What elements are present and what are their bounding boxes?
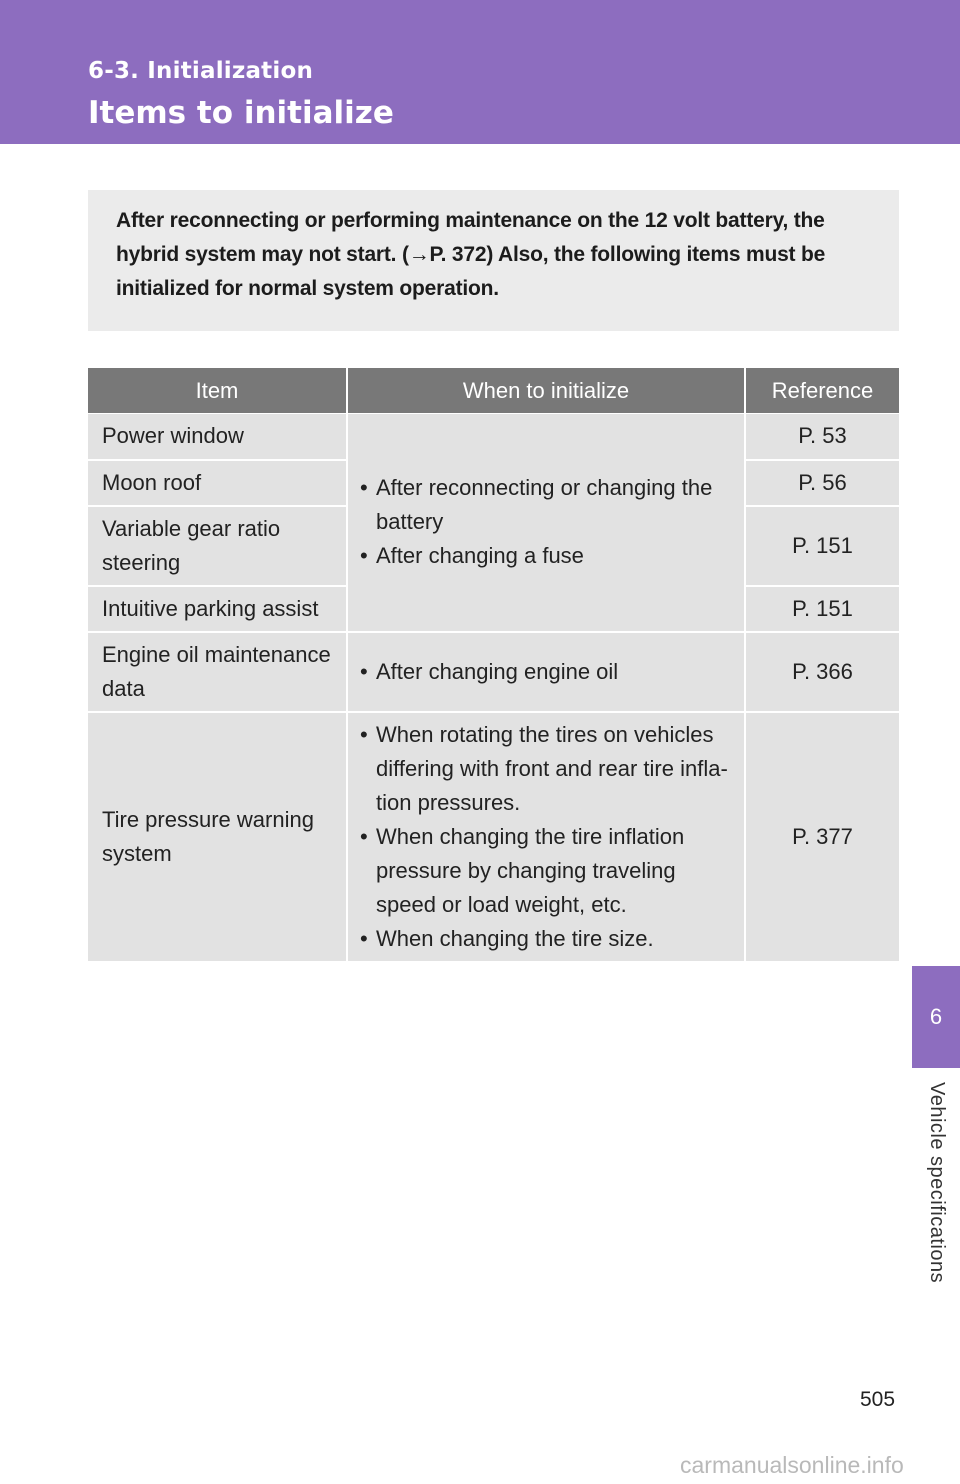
reference-cell: P. 377 [745, 712, 899, 962]
item-cell: Tire pressure warning system [88, 712, 347, 962]
watermark: carmanualsonline.info [680, 1452, 904, 1478]
when-bullet: • After changing engine oil [360, 655, 738, 689]
reference-cell: P. 151 [745, 586, 899, 632]
item-cell: Intuitive parking assist [88, 586, 347, 632]
table-row [88, 414, 899, 460]
when-bullet: • When rotating the tires on vehicles differing with front and rear tire infla- tion pressures. [360, 718, 738, 820]
item-cell: Engine oil maintenance data [88, 632, 347, 712]
when-cell [347, 632, 745, 712]
reference-cell: P. 151 [745, 506, 899, 586]
when-bullet: • After reconnecting or changing the battery [360, 471, 738, 539]
when-cell [347, 414, 745, 632]
when-bullet: • When changing the tire size. [360, 922, 738, 956]
chapter-label: Vehicle specifications [926, 1082, 948, 1284]
item-cell: Moon roof [88, 460, 347, 506]
column-header-when: When to initialize [347, 368, 745, 414]
when-cell [347, 712, 745, 962]
item-cell: Power window [88, 414, 347, 460]
column-header-reference: Reference [745, 368, 899, 414]
chapter-tab[interactable] [912, 966, 960, 1068]
item-cell: Variable gear ratio steering [88, 506, 347, 586]
initialization-table [88, 368, 899, 963]
column-header-item: Item [88, 368, 347, 414]
page-header [0, 0, 960, 144]
table-header-row [88, 368, 899, 414]
section-label: 6-3. Initialization [88, 58, 314, 84]
table-row [88, 712, 899, 962]
reference-cell: P. 53 [745, 414, 899, 460]
page-number: 505 [860, 1388, 896, 1411]
intro-text: After reconnecting or performing maintenance on the 12 volt battery, the hybrid system may not start. (→P. 372) Also, the following items must be initialized for normal system operation. [116, 209, 826, 300]
when-bullet: • After changing a fuse [360, 539, 738, 573]
page-title: Items to initialize [88, 95, 394, 131]
when-bullet: • When changing the tire inflation pressure by changing traveling speed or load weight, etc. [360, 820, 738, 922]
intro-box [88, 190, 899, 331]
reference-cell: P. 366 [745, 632, 899, 712]
table-row [88, 632, 899, 712]
reference-cell: P. 56 [745, 460, 899, 506]
chapter-number: 6 [929, 1004, 943, 1029]
